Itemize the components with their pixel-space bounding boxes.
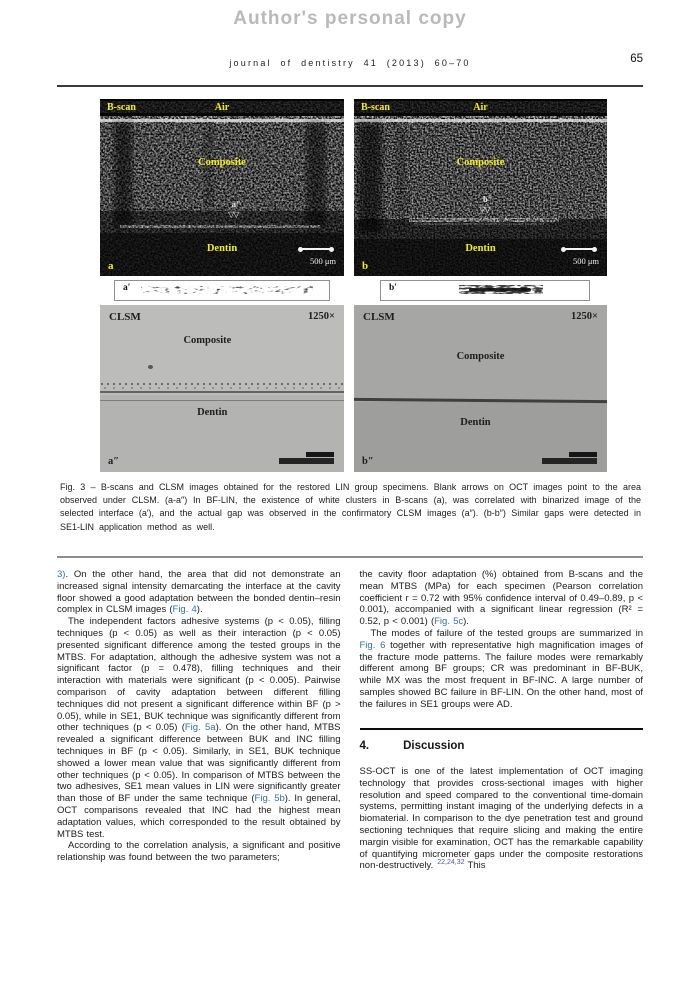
- binarized-strip-row: [100, 276, 607, 305]
- strip-speckle-a: [115, 281, 327, 298]
- bscan-panel-b: [354, 99, 607, 276]
- paragraph-text: the cavity floor adaptation (%) obtained from B-scans and the mean MTBS (MPa) for each specimen (Pearson correlation coefficient r = 0.72 with 95% confidence interval of 0.49–0.89, p < 0.001), accompanied with a significant linear regression (R² = 0.52, p < 0.001) (: [359, 569, 643, 628]
- clsm-row: [100, 305, 607, 472]
- paragraph-text: SS-OCT is one of the latest implementation of OCT imaging technology that provides cross-sectional images with higher resolution and speed compared to the conventional time-domain systems, permitting instant imaging of the underlying defects in a biomaterial. In comparison to the dye penetration test and ground sectioning techniques that require slicing and making the entire margin visible for examination, OCT has the remarkable capability of quantifying micrometer gaps under the composite restorations non-destructively.: [359, 766, 643, 872]
- paragraph-text: The modes of failure of the tested groups are summarized in: [370, 627, 643, 639]
- watermark: Author's personal copy: [233, 8, 467, 29]
- scale-bar: [542, 452, 597, 464]
- blank-arrows-icon: ▽▽: [479, 205, 490, 214]
- section-number: 4.: [359, 740, 370, 753]
- debris-dot: [148, 365, 153, 369]
- scale-label: 500 μm: [309, 256, 336, 266]
- strip-label: a′: [123, 283, 131, 293]
- bscan-row: [100, 99, 607, 276]
- section-rule: [360, 728, 644, 731]
- strip-label: b′: [389, 283, 397, 293]
- panel-letter: b: [362, 260, 369, 272]
- clsm-panel-a: [100, 305, 344, 472]
- composite-label: Composite: [198, 157, 246, 168]
- section-heading: [360, 728, 644, 753]
- composite-label: Composite: [183, 335, 232, 346]
- paragraph: [360, 569, 644, 628]
- paragraph-text: According to the correlation analysis, a significant and positive relationship was found between the two parameters;: [57, 840, 341, 864]
- paragraph: [57, 616, 341, 840]
- air-label: Air: [473, 102, 488, 113]
- dentin-label: Dentin: [465, 243, 496, 254]
- bscan-panel-a: [100, 99, 344, 276]
- paragraph: [57, 840, 341, 864]
- dentin-label: Dentin: [197, 407, 228, 418]
- magnification-label: 1250×: [571, 311, 598, 322]
- paragraph-text: ).: [463, 616, 469, 628]
- binarized-strip-b: [380, 280, 590, 301]
- body-column-left: [57, 569, 341, 872]
- paragraph: [360, 766, 644, 872]
- marker-label: b″: [483, 194, 493, 204]
- figure-3: [100, 99, 607, 472]
- figure-reference-link[interactable]: 3): [57, 569, 66, 580]
- figure-reference-link[interactable]: Fig. 6: [359, 639, 386, 651]
- figure-reference-link[interactable]: Fig. 4: [172, 604, 197, 616]
- dentin-label: Dentin: [206, 243, 238, 254]
- panel-letter: a: [108, 260, 114, 272]
- paragraph-text: This: [467, 860, 486, 872]
- strip-speckle-b: [381, 281, 587, 298]
- scale-bar: [563, 248, 595, 250]
- interface-line: [100, 391, 344, 393]
- figure-reference-link[interactable]: Fig. 5a: [184, 722, 216, 734]
- clsm-panel-b: [354, 305, 607, 472]
- paragraph-text: ). On the other hand, MTBS revealed a significant difference between BUK and INC filling techniques in BF (p < 0.05). Similarly, in SE1, BUK technique showed a lower mean value that was significantly different from other techniques (p < 0.05). In comparison of MTBS between the two adhesives, SE1 mean values in LIN were significantly greater than those of BF under the same technique (: [57, 722, 341, 805]
- bscan-label: B-scan: [107, 102, 136, 113]
- clsm-label: CLSM: [363, 311, 395, 323]
- paragraph: [360, 628, 644, 711]
- figure-caption: Fig. 3 – B-scans and CLSM images obtained for the restored LIN group specimens. Blank arrows on OCT images point to the area observed under CLSM. (a-a″) In BF-LIN, the existence of white clusters in B-scans (a), was correlated with binarized image of the selected interface (a′), and the actual gap was observed in the confirmatory CLSM images (a″). (b-b″) Similar gaps were detected in SE1-LIN application method as well.: [60, 482, 641, 532]
- paragraph: [57, 569, 341, 616]
- body-column-right: [360, 569, 644, 872]
- panel-letter: a″: [108, 456, 120, 467]
- paragraph-text: together with representative high magnification images of the fracture mode patterns. The failure modes were remarkably different among BF groups; CR was predominant in BF-BUK, while MX was the most frequent in BF-INC. A large number of samples showed BC failure in BF-LIN. On the other hand, most of the failures in SE1 groups were AD.: [359, 639, 643, 710]
- caption-rule: [57, 556, 643, 558]
- binarized-strip-a: [114, 280, 330, 301]
- journal-header: journal of dentistry 41 (2013) 60–70: [229, 58, 471, 68]
- interface-line: [100, 400, 344, 401]
- panel-letter: b″: [362, 456, 374, 467]
- figure-reference-link[interactable]: Fig. 5b: [254, 793, 285, 805]
- paragraph-text: The independent factors adhesive systems (p < 0.05), filling techniques (p < 0.05) as well as their interaction (p < 0.05) presented significant difference among the tested groups in the MTBS. For adaptation, although the adhesive system was not a significant factor (p = 0.478), filling techniques and their interaction with materials were significant (p < 0.005). Pairwise comparison of cavity adaptation between different filling techniques did not present a significant difference within BF (p > 0.05), while in SE1, BUK technique was significantly different from other techniques (p < 0.05) (: [57, 616, 341, 734]
- magnification-label: 1250×: [308, 311, 335, 322]
- page-number: 65: [630, 53, 643, 65]
- composite-label: Composite: [456, 157, 505, 168]
- section-title: Discussion: [403, 740, 465, 753]
- composite-label: Composite: [456, 351, 505, 362]
- figure-reference-link[interactable]: Fig. 5c: [434, 616, 464, 628]
- scale-label: 500 μm: [572, 256, 599, 266]
- dentin-label: Dentin: [460, 417, 491, 428]
- clsm-label: CLSM: [109, 311, 141, 323]
- blank-arrows-icon: ▽▽: [228, 210, 239, 219]
- paragraph-text: ). In general, OCT comparisons revealed that INC had the highest mean adaptation values, which corresponded to the result obtained by MTBS test.: [57, 793, 341, 840]
- marker-label: a″: [231, 199, 241, 209]
- bscan-label: B-scan: [361, 102, 390, 113]
- paragraph-text: ).: [196, 604, 203, 616]
- citation-link[interactable]: 22,24,32: [437, 859, 465, 867]
- paragraph-text: . On the other hand, the area that did not demonstrate an increased signal intensity demarcating the interface at the cavity floor showed a good adaptation between the bonded dentin–resin complex in CLSM images (: [57, 569, 341, 616]
- body-columns: [57, 569, 643, 872]
- header-rule: [57, 85, 643, 87]
- air-label: Air: [214, 102, 230, 113]
- scale-bar: [300, 248, 332, 250]
- scale-bar: [279, 452, 334, 464]
